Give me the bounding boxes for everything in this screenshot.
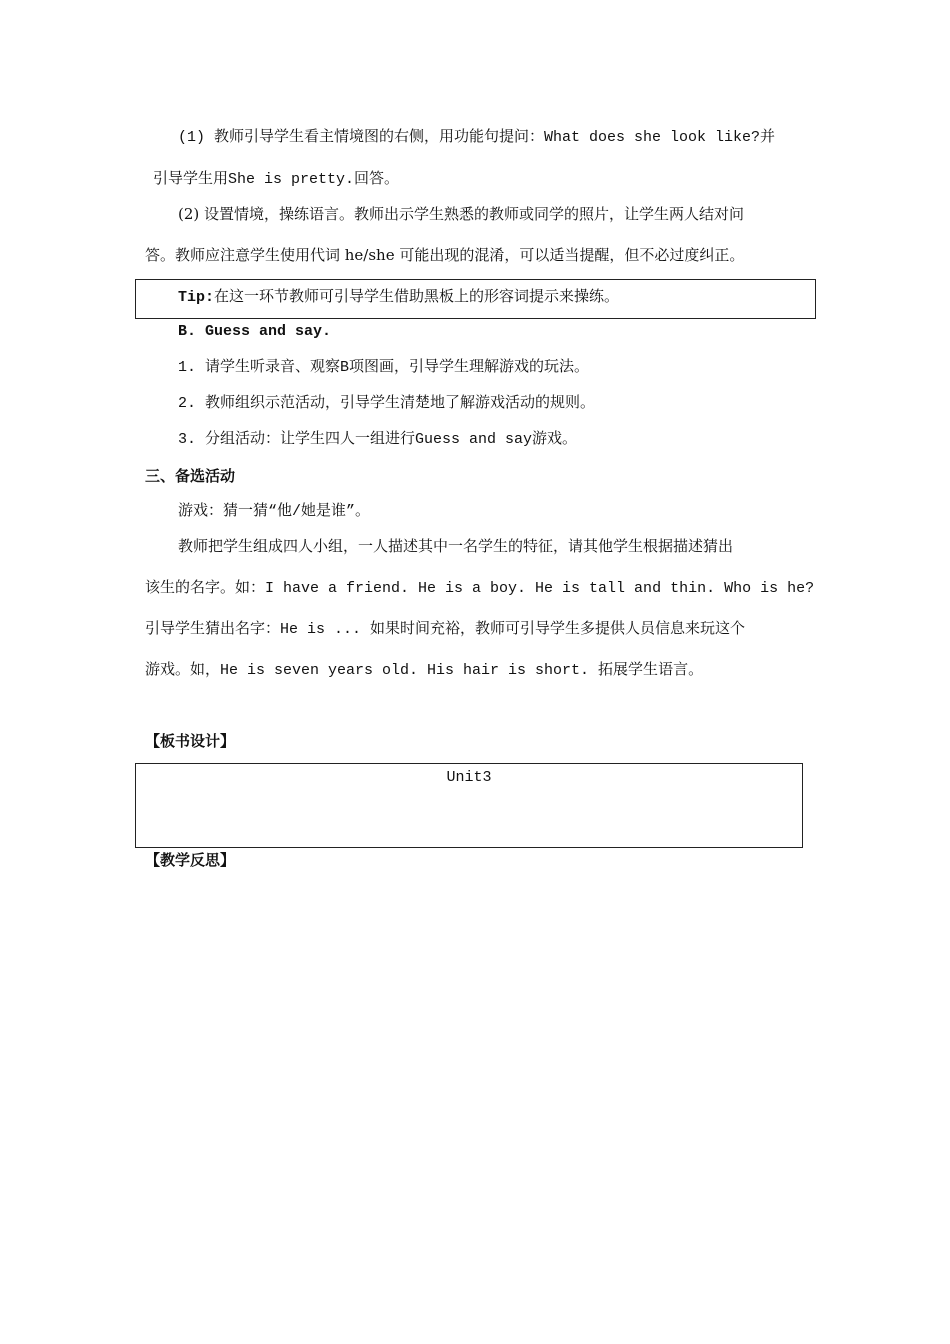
paragraph-2-line-1: (2) 设置情境，操练语言。教师出示学生熟悉的教师或同学的照片，让学生两人结对问 (178, 205, 745, 223)
tip-text (178, 286, 619, 308)
teaching-reflection-heading: 【教学反思】 (145, 851, 236, 869)
paragraph-1-line-1: (1) 教师引导学生看主情境图的右侧，用功能句提问：What does she look like?并 (178, 129, 776, 146)
section-three-heading: 三、备选活动 (145, 467, 236, 485)
paragraph-1-line-2: 引导学生用She is pretty.回答。 (153, 171, 400, 188)
section-b-item-1: 1. 请学生听录音、观察B项图画，引导学生理解游戏的玩法。 (178, 359, 590, 376)
game-title: 游戏：猜一猜“他/她是谁”。 (178, 503, 371, 520)
game-description-line-1: 教师把学生组成四人小组，一人描述其中一名学生的特征，请其他学生根据描述猜出 (178, 539, 734, 556)
paragraph-2-line-2: 答。教师应注意学生使用代词 he/she 可能出现的混淆，可以适当提醒，但不必过度纠正。 (145, 246, 745, 264)
tip-box (135, 279, 816, 319)
section-b-item-2: 2. 教师组织示范活动，引导学生清楚地了解游戏活动的规则。 (178, 395, 596, 412)
board-design-heading: 【板书设计】 (145, 732, 236, 750)
board-design-box (135, 763, 803, 848)
tip-content: 在这一环节教师可引导学生借助黑板上的形容词提示来操练。 (214, 287, 620, 305)
tip-label: Tip: (178, 289, 215, 306)
section-b-heading: B. Guess and say. (178, 323, 332, 340)
game-description-line-3: 引导学生猜出名字：He is ... 如果时间充裕，教师可引导学生多提供人员信息来玩这个 (145, 621, 746, 638)
game-description-line-4: 游戏。如，He is seven years old. His hair is short. 拓展学生语言。 (145, 662, 704, 679)
board-unit-title: Unit3 (446, 769, 492, 786)
game-description-line-2: 该生的名字。如：I have a friend. He is a boy. He is tall and thin. Who is he? (145, 580, 815, 597)
section-b-item-3: 3. 分组活动：让学生四人一组进行Guess and say游戏。 (178, 431, 578, 448)
